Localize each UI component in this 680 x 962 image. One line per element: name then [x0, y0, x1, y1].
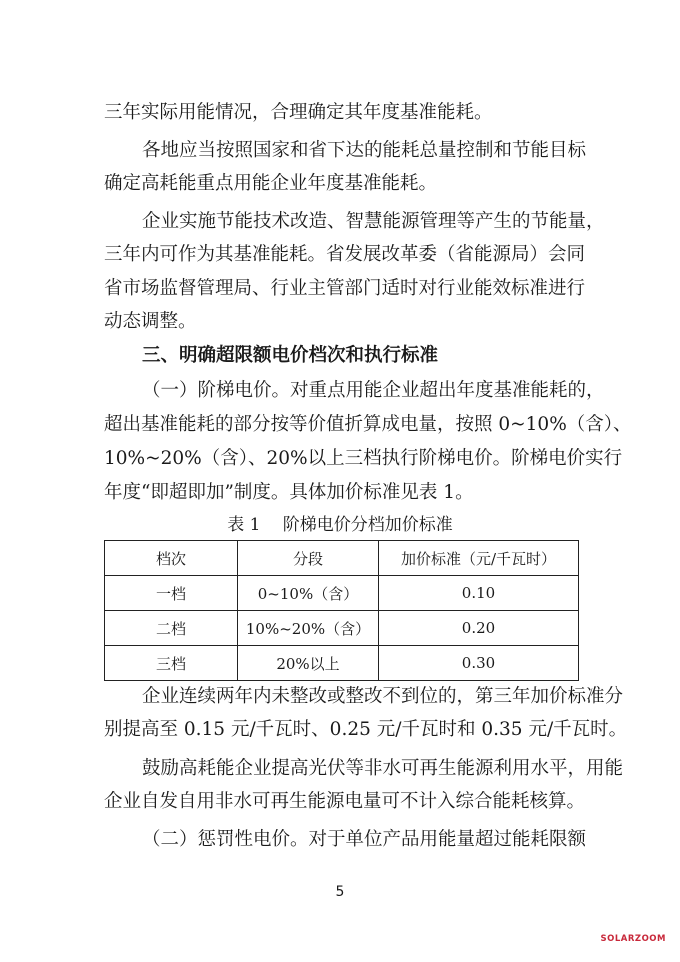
- surcharge-table: [104, 540, 579, 681]
- paragraph-line: （一）阶梯电价。对重点用能企业超出年度基准能耗的，: [142, 380, 605, 401]
- paragraph-line: 省市场监督管理局、行业主管部门适时对行业能效标准进行: [104, 278, 586, 299]
- table-row: [105, 611, 579, 646]
- table-header-cell: 加价标准（元/千瓦时）: [379, 541, 579, 576]
- paragraph-line: 确定高耗能重点用能企业年度基准能耗。: [104, 173, 438, 194]
- page-number: 5: [335, 884, 345, 900]
- table-cell: 10%~20%（含）: [238, 611, 379, 646]
- paragraph-line: 10%~20%（含）、20%以上三档执行阶梯电价。阶梯电价实行: [104, 448, 623, 469]
- table-cell: 0~10%（含）: [238, 576, 379, 611]
- table-cell: 0.20: [379, 611, 579, 646]
- table-cell: 20%以上: [238, 646, 379, 681]
- table-row: [105, 576, 579, 611]
- paragraph-line: 鼓励高耗能企业提高光伏等非水可再生能源利用水平，用能: [142, 758, 624, 779]
- paragraph-line: 企业连续两年内未整改或整改不到位的，第三年加价标准分: [142, 686, 624, 707]
- paragraph-line: 动态调整。: [104, 311, 197, 332]
- paragraph-line: 三年实际用能情况，合理确定其年度基准能耗。: [104, 102, 493, 123]
- table-cell: 0.30: [379, 646, 579, 681]
- paragraph-line: 企业实施节能技术改造、智慧能源管理等产生的节能量，: [142, 211, 605, 232]
- table-header-cell: 档次: [105, 541, 238, 576]
- table-cell: 0.10: [379, 576, 579, 611]
- table-header-row: [105, 541, 579, 576]
- watermark-logo: SOLARZOOM: [600, 934, 666, 944]
- paragraph-line: 三年内可作为其基准能耗。省发展改革委（省能源局）会同: [104, 244, 586, 265]
- table-row: [105, 646, 579, 681]
- table-cell: 一档: [105, 576, 238, 611]
- paragraph-line: 企业自发自用非水可再生能源电量可不计入综合能耗核算。: [104, 791, 586, 812]
- paragraph-line: 各地应当按照国家和省下达的能耗总量控制和节能目标: [142, 140, 587, 161]
- table-header-cell: 分段: [238, 541, 379, 576]
- section-heading: 三、明确超限额电价档次和执行标准: [142, 345, 439, 366]
- table-cell: 三档: [105, 646, 238, 681]
- paragraph-line: 超出基准能耗的部分按等价值折算成电量，按照 0~10%（含）、: [104, 414, 632, 435]
- table-caption: 表 1 阶梯电价分档加价标准: [227, 515, 453, 535]
- paragraph-line: 年度“即超即加”制度。具体加价标准见表 1。: [104, 482, 474, 503]
- paragraph-line: 别提高至 0.15 元/千瓦时、0.25 元/千瓦时和 0.35 元/千瓦时。: [104, 719, 628, 740]
- paragraph-line: （二）惩罚性电价。对于单位产品用能量超过能耗限额: [142, 829, 587, 850]
- table-cell: 二档: [105, 611, 238, 646]
